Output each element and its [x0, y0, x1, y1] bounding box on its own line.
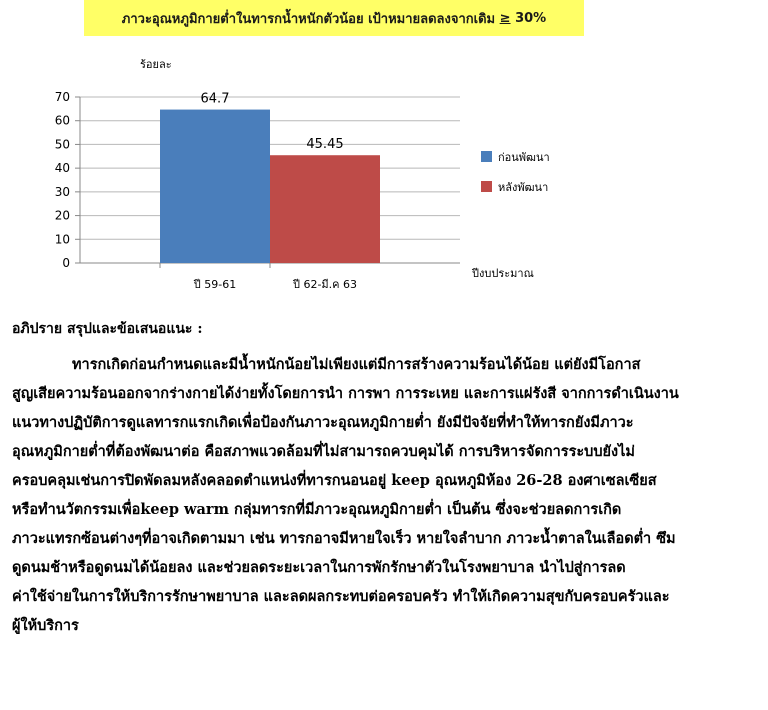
banner-text: ภาวะอุณหภูมิกายต่ำในทารกน้ำหนักตัวน้อย เป้าหมายลดลงจากเดิม [121, 11, 496, 27]
y-tick-label: 70 [54, 90, 70, 104]
paragraph-line: สูญเสียความร้อนออกจากร่างกายได้ง่ายทั้งโดยการนำ การพา การระเหย และการแผ่รังสี จากการดำเนินงาน [12, 385, 679, 402]
legend-label: หลังพัฒนา [498, 181, 549, 194]
section-title: อภิปราย สรุปและข้อเสนอแนะ : [12, 321, 203, 337]
y-axis-label: ร้อยละ [140, 58, 172, 71]
x-tick-label: ปี 59-61 [193, 278, 237, 290]
data-label: 64.7 [200, 91, 230, 107]
paragraph-line: ดูดนมช้าหรือดูดนมได้น้อยลง และช่วยลดระยะเวลาในการพักรักษาตัวในโรงพยาบาล นำไปสู่การลด [12, 559, 626, 576]
banner-target: 30% [515, 10, 547, 26]
y-tick-label: 40 [54, 161, 70, 176]
x-axis-label: ปีงบประมาณ [472, 267, 534, 280]
paragraph-line: แนวทางปฏิบัติการดูแลทารกแรกเกิดเพื่อป้องกันภาวะอุณหภูมิกายต่ำ ยังมีปัจจัยที่ทำให้ทารกยังมีภาวะ [12, 414, 634, 431]
y-tick-label: 20 [54, 208, 70, 223]
y-tick-label: 60 [54, 113, 70, 128]
paragraph-line: ภาวะแทรกซ้อนต่างๆที่อาจเกิดตามมา เช่น ทารกอาจมีหายใจเร็ว หายใจลำบาก ภาวะน้ำตาลในเลือดต่ำ ซึม [12, 530, 676, 547]
paragraph-line: หรือทำนวัตกรรมเพื่อkeep warm กลุ่มทารกที่มีภาวะอุณหภูมิกายต่ำ เป็นต้น ซึ่งจะช่วยลดการเกิด [12, 501, 622, 518]
title-banner [84, 0, 584, 36]
legend-label: ก่อนพัฒนา [498, 151, 550, 164]
paragraph-line: อุณหภูมิกายต่ำที่ต้องพัฒนาต่อ คือสภาพแวดล้อมที่ไม่สามารถควบคุมได้ การบริหารจัดการระบบยังไม่ [12, 443, 635, 460]
paragraph-line: ผู้ให้บริการ [12, 617, 79, 634]
data-label: 45.45 [306, 137, 344, 153]
y-tick-label: 50 [54, 137, 70, 152]
y-tick-label: 30 [54, 184, 70, 199]
bar-1 [160, 110, 270, 263]
legend-swatch-2 [481, 181, 492, 192]
bar-chart [40, 50, 560, 290]
x-tick-label: ปี 62-มี.ค 63 [292, 278, 358, 290]
banner-symbol: ≥ [499, 10, 511, 26]
body-paragraph [12, 350, 758, 640]
paragraph-line: ครอบคลุมเช่นการปิดพัดลมหลังคลอดตำแหน่งที่ทารกนอนอยู่ keep อุณหภูมิห้อง 26-28 องศาเซลเซียส [12, 472, 657, 489]
y-tick-label: 10 [54, 232, 70, 247]
y-tick-label: 0 [62, 256, 70, 270]
bar-2 [270, 155, 380, 263]
paragraph-line: ทารกเกิดก่อนกำหนดและมีน้ำหนักน้อยไม่เพียงแต่มีการสร้างความร้อนได้น้อย แต่ยังมีโอกาส [72, 356, 641, 373]
paragraph-line: ค่าใช้จ่ายในการให้บริการรักษาพยาบาล และลดผลกระทบต่อครอบครัว ทำให้เกิดความสุขกับครอบครัวและ [12, 588, 670, 605]
legend-swatch-1 [481, 151, 492, 162]
